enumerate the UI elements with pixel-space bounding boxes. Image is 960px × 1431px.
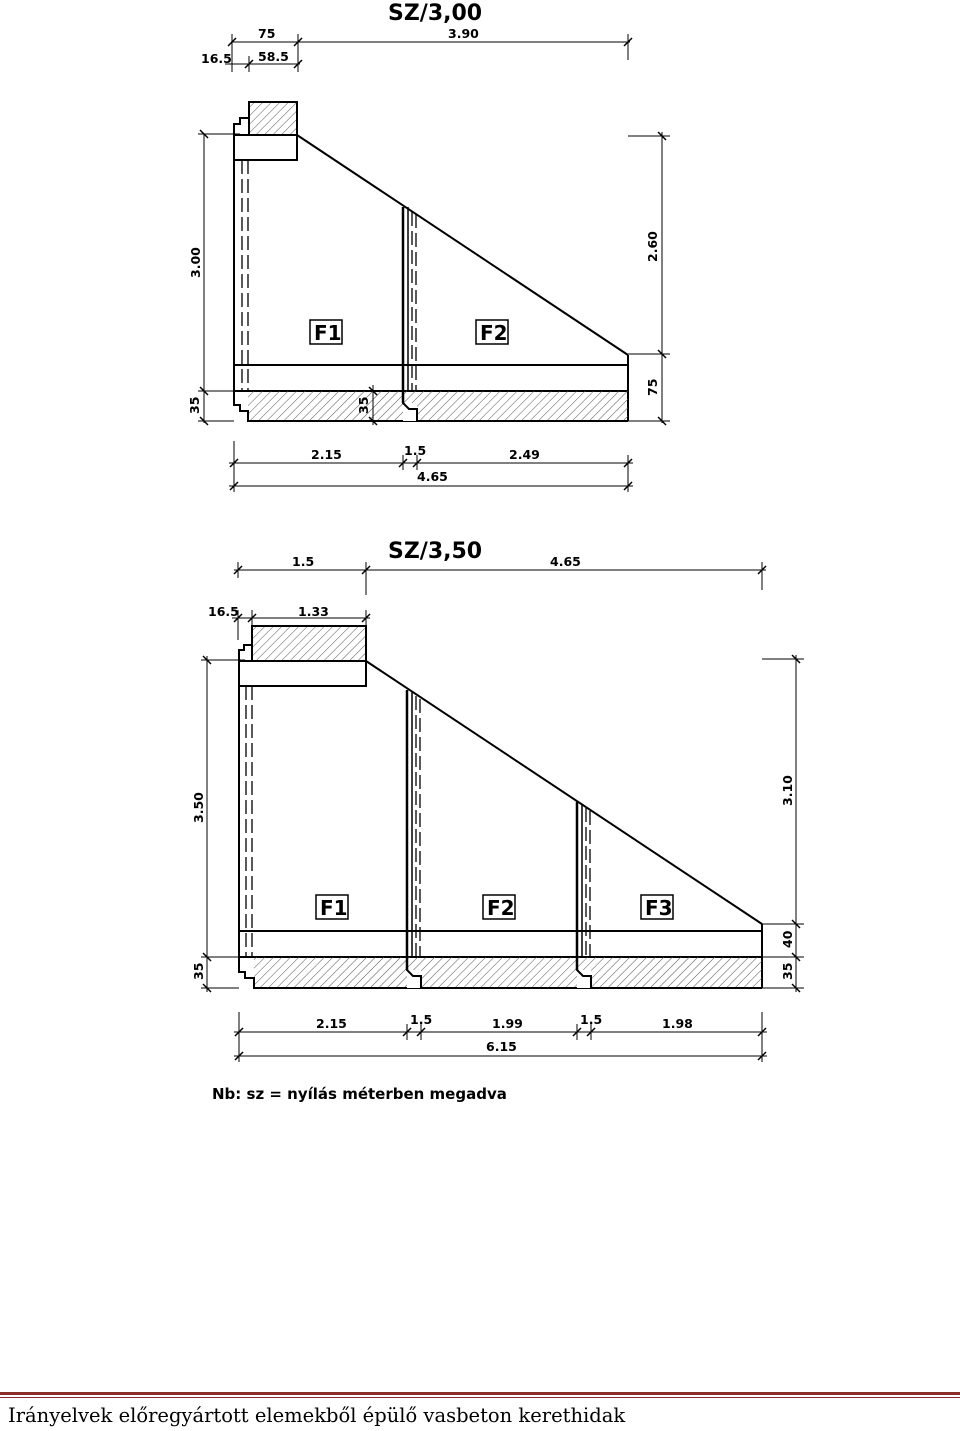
dim-label: 75 [258, 26, 276, 41]
note-text: Nb: sz = nyílás méterben megadva [212, 1085, 507, 1103]
dim-label: 58.5 [258, 49, 289, 64]
dim-label: 6.15 [486, 1039, 517, 1054]
dim-label: 35 [191, 962, 206, 980]
dim-label: 16.5 [208, 604, 239, 619]
dim-label: 4.65 [417, 469, 448, 484]
dim-label: 1.5 [292, 554, 315, 569]
panel-label-f1: F1 [320, 896, 348, 920]
title-sz350: SZ/3,50 [388, 539, 483, 564]
dim-label: 2.15 [316, 1016, 347, 1031]
footer-rule [0, 1392, 960, 1395]
dim-label: 35 [780, 962, 795, 980]
dim-label: 2.15 [311, 447, 342, 462]
footer-title: Irányelvek előregyártott elemekből épülő vasbeton kerethidak [8, 1404, 626, 1427]
dim-label: 40 [780, 930, 795, 948]
dim-label: 1.33 [298, 604, 329, 619]
panel-label-f3: F3 [645, 896, 673, 920]
page-footer [0, 1388, 960, 1431]
panel-label-f2: F2 [480, 321, 508, 345]
dim-label: 3.50 [191, 792, 206, 823]
dim-label: 3.90 [448, 26, 479, 41]
footer-rule-thin [0, 1397, 960, 1398]
dim-label: 1.5 [410, 1012, 433, 1027]
dim-label: 1.5 [404, 443, 427, 458]
drawing-sz300 [198, 34, 670, 492]
title-sz300: SZ/3,00 [388, 1, 483, 26]
dim-label: 35 [187, 396, 202, 414]
dim-label: 2.60 [645, 231, 660, 262]
dim-label: 2.49 [509, 447, 540, 462]
dim-label: 4.65 [550, 554, 581, 569]
dim-label: 1.99 [492, 1016, 523, 1031]
dim-label: 16.5 [201, 51, 232, 66]
dim-label: 35 [356, 396, 371, 414]
dim-label: 1.98 [662, 1016, 693, 1031]
dim-label: 3.10 [780, 775, 795, 806]
drawing-sz350 [201, 562, 804, 1062]
dim-label: 1.5 [580, 1012, 603, 1027]
dim-label: 75 [645, 378, 660, 396]
dim-label: 3.00 [188, 247, 203, 278]
panel-label-f2: F2 [487, 896, 515, 920]
panel-label-f1: F1 [314, 321, 342, 345]
